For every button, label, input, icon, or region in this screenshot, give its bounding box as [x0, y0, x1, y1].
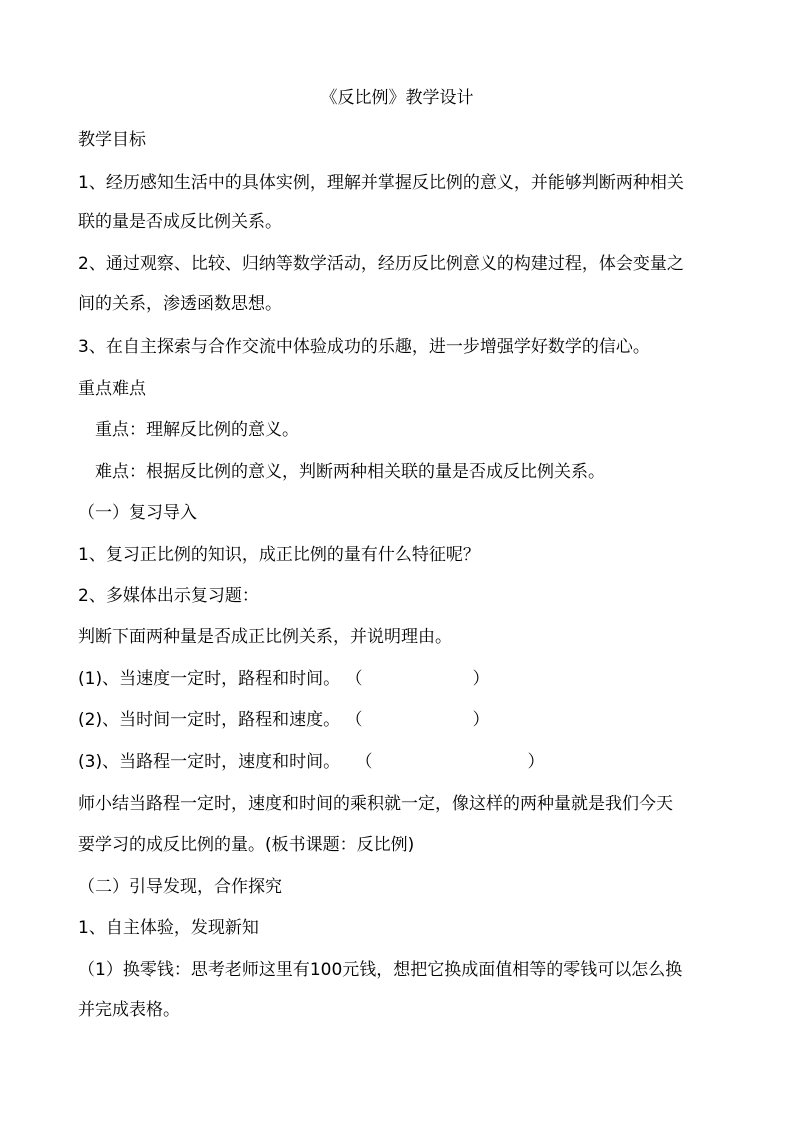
review-paragraph-2: 2、多媒体出示复习题： — [78, 586, 259, 606]
question-3-paren-open: （ — [355, 752, 373, 772]
question-2-text: (2)、当时间一定时，路程和速度。 — [78, 710, 341, 730]
summary-line-1: 师小结当路程一定时，速度和时间的乘积就一定，像这样的两种量就是我们今天 — [78, 794, 673, 814]
question-1-paren-close: ） — [472, 669, 490, 689]
summary-line-2: 要学习的成反比例的量。(板书课题：反比例) — [78, 835, 415, 855]
objective-1-line-1: 1、经历感知生活中的具体实例，理解并掌握反比例的意义，并能够判断两种相关 — [78, 173, 684, 193]
question-1-text: (1)、当速度一定时，路程和时间。 — [78, 669, 341, 689]
question-3-text: (3)、当路程一定时，速度和时间。 — [78, 752, 341, 772]
objective-2-line-2: 间的关系，渗透函数思想。 — [78, 294, 282, 314]
question-2-paren-close: ） — [472, 710, 490, 730]
question-2 — [78, 709, 490, 731]
document-title: 《反比例》教学设计 — [320, 88, 474, 108]
section-1-heading: （一）复习导入 — [78, 503, 197, 523]
question-1 — [78, 668, 490, 690]
review-paragraph-3: 判断下面两种量是否成正比例关系，并说明理由。 — [78, 627, 452, 647]
objective-3: 3、在自主探索与合作交流中体验成功的乐趣，进一步增强学好数学的信心。 — [78, 337, 650, 357]
objectives-heading: 教学目标 — [78, 130, 146, 150]
change-money-line-1: （1）换零钱：思考老师这里有100元钱，想把它换成面值相等的零钱可以怎么换 — [78, 960, 683, 980]
question-1-paren-open: （ — [345, 669, 363, 689]
change-money-line-2: 并完成表格。 — [78, 1000, 180, 1020]
section-2-subheading: 1、自主体验，发现新知 — [78, 918, 259, 938]
key-points-heading: 重点难点 — [78, 379, 146, 399]
objective-2-line-1: 2、通过观察、比较、归纳等数学活动，经历反比例意义的构建过程，体会变量之 — [78, 254, 684, 274]
section-2-heading: （二）引导发现，合作探究 — [78, 877, 282, 897]
question-3 — [78, 751, 545, 773]
question-2-paren-open: （ — [345, 710, 363, 730]
objective-1-line-2: 联的量是否成反比例关系。 — [78, 212, 282, 232]
key-point: 重点：理解反比例的意义。 — [95, 420, 299, 440]
difficulty-point: 难点：根据反比例的意义，判断两种相关联的量是否成反比例关系。 — [95, 462, 605, 482]
review-paragraph-1: 1、复习正比例的知识，成正比例的量有什么特征呢？ — [78, 545, 480, 565]
question-3-paren-close: ） — [527, 752, 545, 772]
